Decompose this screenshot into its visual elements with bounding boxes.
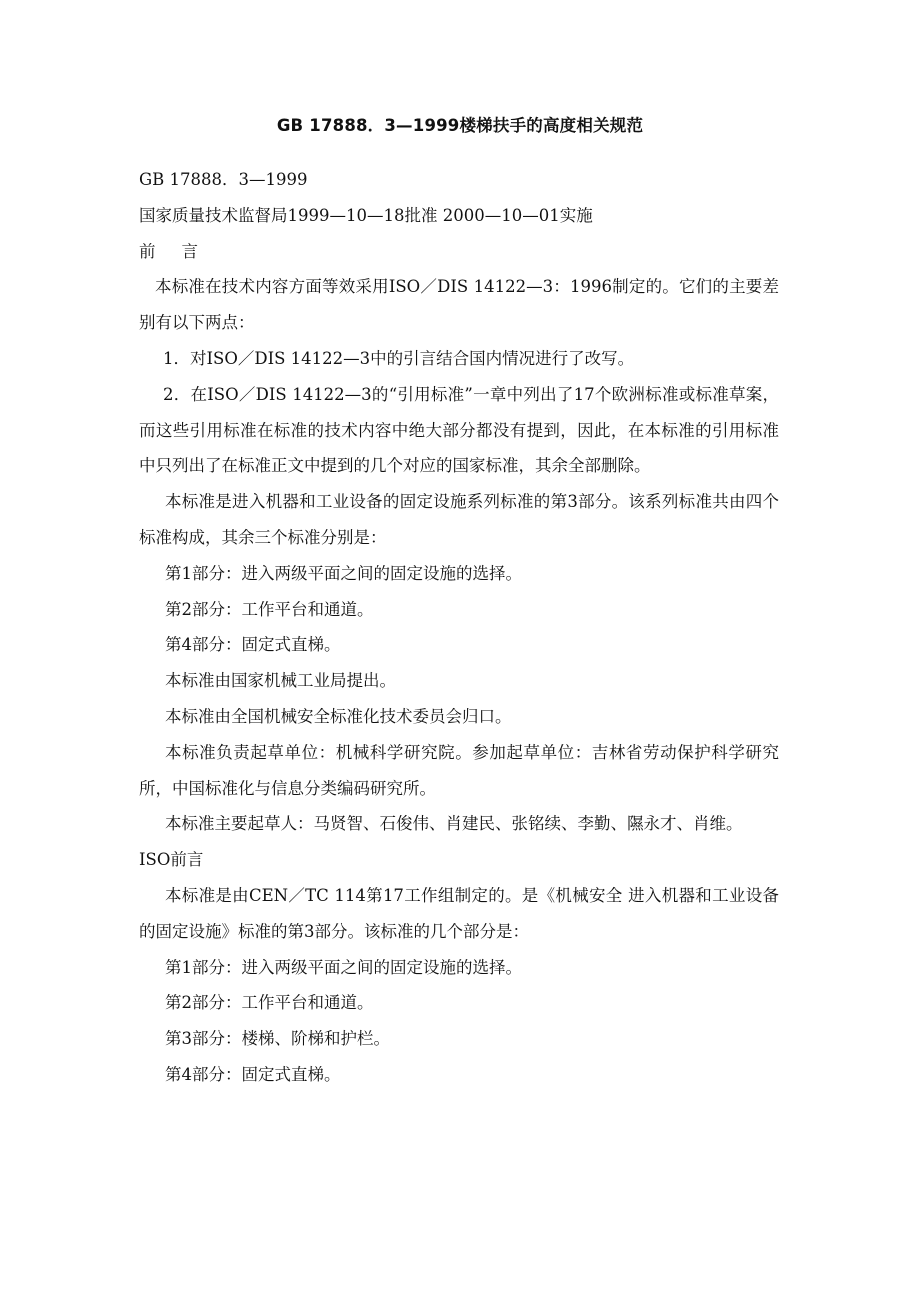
foreword-heading-left: 前: [139, 241, 156, 261]
iso-foreword-heading: ISO前言: [139, 850, 204, 870]
managed-by: 本标准由全国机械安全标准化技术委员会归口。: [165, 706, 512, 726]
foreword-heading-right: 言: [181, 241, 198, 261]
series-paragraph: 本标准是进入机器和工业设备的固定设施系列标准的第3部分。该系列标准共由四个标准构成，其余三个标准分别是：: [139, 492, 779, 547]
foreword-heading: [139, 234, 779, 270]
iso-part-3: 第3部分：楼梯、阶梯和护栏。: [165, 1029, 390, 1049]
series-part-2: 第2部分：工作平台和通道。: [165, 599, 374, 619]
drafting-units: 本标准负责起草单位：机械科学研究院。参加起草单位：吉林省劳动保护科学研究所，中国标准化与信息分类编码研究所。: [139, 742, 779, 798]
difference-item-1: 1．对ISO／DIS 14122—3中的引言结合国内情况进行了改写。: [163, 348, 635, 368]
standard-number: GB 17888．3—1999: [139, 170, 308, 189]
iso-foreword-paragraph: 本标准是由CEN／TC 114第17工作组制定的。是《机械安全 进入机器和工业设备的固定设施》标准的第3部分。该标准的几个部分是：: [139, 885, 779, 941]
series-part-1: 第1部分：进入两级平面之间的固定设施的选择。: [165, 563, 522, 583]
iso-part-1: 第1部分：进入两级平面之间的固定设施的选择。: [165, 957, 522, 977]
intro-paragraph: 本标准在技术内容方面等效采用ISO／DIS 14122—3：1996制定的。它们的主要差别有以下两点：: [139, 277, 779, 333]
approval-line: 国家质量技术监督局1999—10—18批准 2000—10—01实施: [139, 205, 593, 225]
difference-item-2: 2．在ISO／DIS 14122—3的“引用标准”一章中列出了17个欧洲标准或标准草案，而这些引用标准在标准的技术内容中绝大部分都没有提到，因此，在本标准的引用标准中只列出了在标准正文中提到的几个对应的国家标准，其余全部删除。: [139, 384, 779, 476]
document-title: GB 17888．3—1999楼梯扶手的高度相关规范: [276, 116, 644, 135]
iso-part-4: 第4部分：固定式直梯。: [165, 1064, 341, 1084]
main-drafters: 本标准主要起草人：马贤智、石俊伟、肖建民、张铭续、李勤、隰永才、肖维。: [165, 814, 743, 834]
iso-part-2: 第2部分：工作平台和通道。: [165, 993, 374, 1013]
document-body: [139, 162, 779, 1093]
series-part-4: 第4部分：固定式直梯。: [165, 635, 341, 655]
proposed-by: 本标准由国家机械工业局提出。: [165, 671, 396, 691]
